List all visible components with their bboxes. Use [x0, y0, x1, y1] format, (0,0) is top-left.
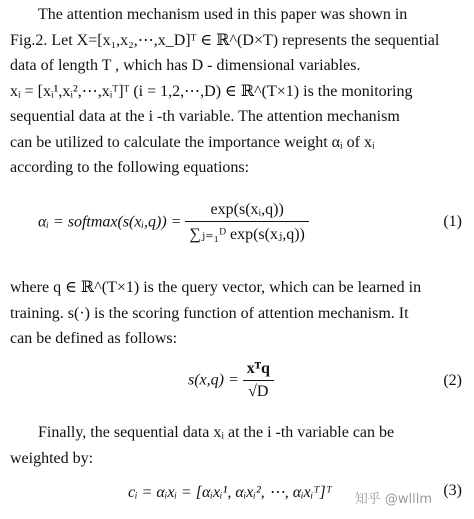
equation-3-expression: cᵢ = αᵢxᵢ = [αᵢxᵢ¹, αᵢxᵢ², ⋯, αᵢxᵢᵀ]ᵀ	[128, 484, 332, 501]
paragraph-1-line-2: Fig.2. Let X=[x₁,x₂,⋯,x_D]ᵀ ∈ ℝ^(D×T) represents the sequential	[10, 31, 440, 49]
equation-2-body	[188, 360, 274, 401]
equation-2-fraction	[243, 360, 274, 401]
equation-2-numerator: xᵀq	[246, 360, 270, 377]
equation-2-lhs: s(x,q) =	[188, 371, 239, 389]
paragraph-1-line-1: The attention mechanism used in this paper was shown in	[38, 6, 408, 23]
equation-3-body	[128, 482, 332, 502]
equation-2-number: (2)	[443, 372, 462, 389]
paragraph-1-line-3: data of length T , which has D - dimensional variables.	[10, 57, 361, 74]
equation-1-lhs: αᵢ = softmax(s(xᵢ,q)) =	[38, 213, 182, 231]
paragraph-3-line-1: Finally, the sequential data xᵢ at the i -th variable can be	[38, 424, 395, 441]
equation-1-numerator: exp(s(xᵢ,q))	[210, 201, 284, 218]
equation-1-number: (1)	[443, 213, 462, 230]
equation-3-number: (3)	[443, 482, 462, 499]
paragraph-3	[10, 420, 462, 471]
paragraph-2-line-2: training. s(·) is the scoring function of attention mechanism. It	[10, 304, 409, 322]
equation-1	[10, 193, 462, 259]
equation-1-body	[38, 201, 309, 244]
paragraph-3-line-2: weighted by:	[10, 449, 94, 467]
equation-1-denominator: ∑ⱼ₌₁ᴰ exp(s(xⱼ,q))	[185, 221, 308, 244]
equation-2	[10, 358, 462, 414]
equation-2-denominator: √D	[243, 380, 274, 401]
paragraph-1	[10, 2, 462, 181]
equation-1-fraction	[185, 201, 308, 244]
watermark: 知乎 @wlllm	[354, 492, 432, 507]
paragraph-2-line-3: can be defined as follows:	[10, 330, 178, 347]
paragraph-1-line-6: can be utilized to calculate the importance weight αᵢ of xᵢ	[10, 133, 375, 151]
paragraph-2-line-1: where q ∈ ℝ^(T×1) is the query vector, which can be learned in	[10, 279, 422, 296]
paragraph-1-line-7: according to the following equations:	[10, 159, 250, 176]
paragraph-2	[10, 275, 462, 352]
paragraph-1-line-4: xᵢ = [xᵢ¹,xᵢ²,⋯,xᵢᵀ]ᵀ (i = 1,2,⋯,D) ∈ ℝ^(T×1) is the monitoring	[10, 82, 413, 100]
paragraph-1-line-5: sequential data at the i -th variable. The attention mechanism	[10, 108, 400, 125]
